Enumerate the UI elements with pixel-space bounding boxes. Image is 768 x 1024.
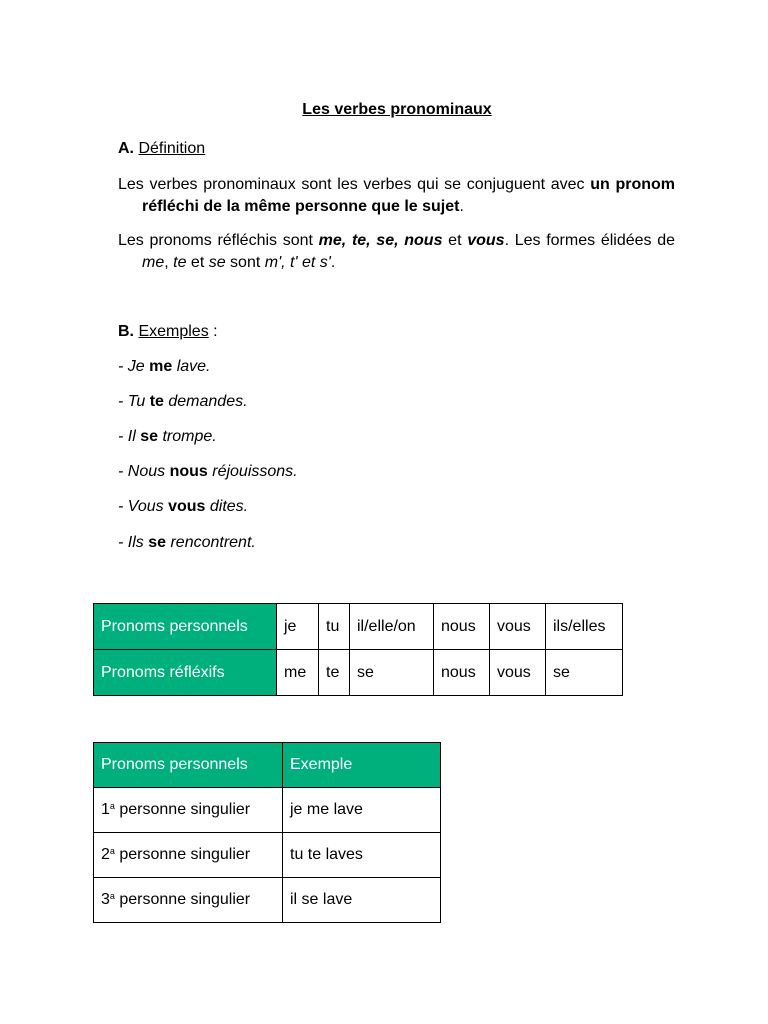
def2-t1: Les pronoms réfléchis sont <box>118 232 319 249</box>
row-header-reflexive: Pronoms réfléxifs <box>94 650 277 696</box>
column-header: Exemple <box>283 743 441 788</box>
table-cell <box>94 833 283 878</box>
table-cell: vous <box>490 604 546 650</box>
def2-t7: . <box>330 254 336 271</box>
example-pre: - Vous <box>118 498 169 515</box>
table-cell: te <box>319 650 350 696</box>
example-pre: - Je <box>118 358 150 375</box>
example-post: réjouissons. <box>207 463 298 480</box>
def1-text: Les verbes pronominaux sont les verbes qui se conjuguent avec <box>118 176 591 193</box>
def1-bold: un pronom réfléchi de la même personne que le sujet <box>142 176 675 215</box>
table-row <box>94 788 441 833</box>
example-post: rencontrent. <box>166 534 256 551</box>
table-cell: je <box>277 604 319 650</box>
section-b-letter: B. <box>118 323 134 340</box>
example-pronoun: se <box>148 534 167 551</box>
example-pronoun: se <box>140 428 159 445</box>
def2-i2: te <box>173 254 187 271</box>
def2-i1: me <box>142 254 165 271</box>
table-cell: vous <box>490 650 546 696</box>
table-cell <box>94 878 283 923</box>
table-row <box>94 878 441 923</box>
def2-t5: et <box>186 254 209 271</box>
example-pronoun: nous <box>169 463 208 480</box>
ordinal-suffix: a <box>109 846 115 856</box>
def2-b2: vous <box>467 232 505 249</box>
section-a-letter: A. <box>118 140 134 157</box>
example-post: trompe. <box>158 428 217 445</box>
section-a-heading <box>118 140 205 158</box>
example-line <box>118 534 256 552</box>
section-b-title: Exemples <box>138 323 209 340</box>
example-table <box>93 742 441 923</box>
table-cell: se <box>350 650 434 696</box>
table-header-row <box>94 743 441 788</box>
example-post: lave. <box>172 358 211 375</box>
table-cell: nous <box>434 650 490 696</box>
def2-b1: me, te, se, nous <box>318 232 443 249</box>
table-cell: il/elle/on <box>350 604 434 650</box>
example-pronoun: me <box>149 358 173 375</box>
ordinal-suffix: a <box>109 891 115 901</box>
example-post: demandes. <box>163 393 248 410</box>
section-b-heading <box>118 323 218 341</box>
example-line <box>118 498 248 516</box>
table-cell: ils/elles <box>546 604 623 650</box>
table-cell: il se lave <box>283 878 441 923</box>
person-label: personne singulier <box>114 801 251 818</box>
table-cell: je me lave <box>283 788 441 833</box>
ordinal-suffix: a <box>109 801 115 811</box>
example-pronoun: te <box>149 393 164 410</box>
example-pre: - Nous <box>118 463 170 480</box>
table-cell: tu <box>319 604 350 650</box>
person-label: personne singulier <box>114 891 251 908</box>
example-post: dites. <box>205 498 249 515</box>
def2-i4: m', t' et s' <box>264 254 331 271</box>
example-line <box>118 463 298 481</box>
table-cell: nous <box>434 604 490 650</box>
def2-i3: se <box>208 254 226 271</box>
section-a-title: Définition <box>138 140 206 157</box>
person-number: 1 <box>101 801 110 818</box>
row-header-personal: Pronoms personnels <box>94 604 277 650</box>
example-pre: - Tu <box>118 393 150 410</box>
def2-t2: et <box>442 232 468 249</box>
person-label: personne singulier <box>114 846 251 863</box>
person-number: 3 <box>101 891 110 908</box>
page-title: Les verbes pronominaux <box>302 101 492 118</box>
table-row <box>94 833 441 878</box>
def2-t3: . Les formes élidées de <box>504 232 676 249</box>
def1-end: . <box>459 198 464 215</box>
example-line <box>118 428 217 446</box>
def2-t4: , <box>164 254 174 271</box>
def2-t6: sont <box>225 254 265 271</box>
table-cell: se <box>546 650 623 696</box>
definition-paragraph-2 <box>118 230 675 274</box>
example-pronoun: vous <box>168 498 206 515</box>
table-cell <box>94 788 283 833</box>
example-line <box>118 393 248 411</box>
example-pre: - Ils <box>118 534 149 551</box>
section-b-suffix: : <box>208 323 218 340</box>
pronoun-table <box>93 603 623 696</box>
definition-paragraph-1 <box>118 174 675 218</box>
person-number: 2 <box>101 846 110 863</box>
column-header: Pronoms personnels <box>94 743 283 788</box>
table-row <box>94 650 623 696</box>
table-row <box>94 604 623 650</box>
example-pre: - Il <box>118 428 141 445</box>
example-line <box>118 358 211 376</box>
table-cell: me <box>277 650 319 696</box>
table-cell: tu te laves <box>283 833 441 878</box>
